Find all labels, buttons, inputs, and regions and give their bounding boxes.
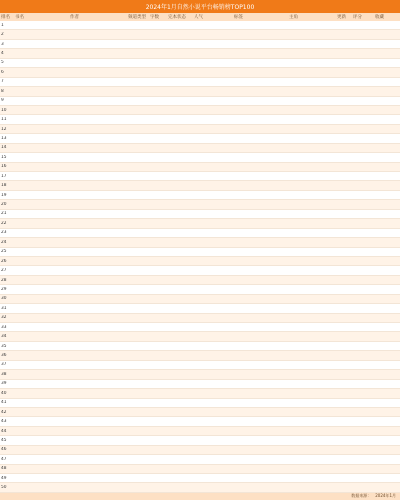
table-row (0, 30, 400, 39)
table-row (0, 351, 400, 360)
table-row (0, 40, 400, 49)
table-cell: 38 (1, 371, 7, 377)
table-cell: 30 (1, 296, 7, 302)
table-row (0, 248, 400, 257)
table-cell: 47 (1, 456, 7, 462)
table-row (0, 153, 400, 162)
table-row (0, 380, 400, 389)
table-cell: 34 (1, 334, 7, 340)
header-cell: 书名 (15, 15, 24, 20)
header-cell: 人气 (194, 15, 203, 20)
table-cell: 5 (1, 60, 4, 66)
table-cell: 7 (1, 79, 4, 85)
table-header (0, 13, 400, 21)
table-cell: 37 (1, 362, 7, 368)
table-row (0, 21, 400, 30)
table-row (0, 49, 400, 58)
table-row (0, 181, 400, 190)
table-title: 2024年1月自然小说平台畅销榜TOP100 (0, 0, 400, 13)
table-row (0, 106, 400, 115)
table-cell: 18 (1, 183, 7, 189)
header-cell: 完本状态 (168, 15, 186, 20)
table-row (0, 68, 400, 77)
table-row (0, 115, 400, 124)
table-row (0, 483, 400, 492)
header-cell: 收藏 (375, 15, 384, 20)
footer-source: 数据来源： (351, 493, 372, 499)
table-cell: 19 (1, 192, 7, 198)
header-cell: 频道类型 (128, 15, 146, 20)
table-row (0, 276, 400, 285)
table-cell: 17 (1, 173, 7, 179)
table-row (0, 78, 400, 87)
table-cell: 20 (1, 202, 7, 208)
table-cell: 44 (1, 428, 7, 434)
table-row (0, 455, 400, 464)
table-cell: 6 (1, 69, 4, 75)
table-row (0, 97, 400, 106)
table-cell: 33 (1, 324, 7, 330)
table-row (0, 323, 400, 332)
table-row (0, 172, 400, 181)
table-cell: 2 (1, 32, 4, 38)
table-row (0, 427, 400, 436)
header-cell: 字数 (150, 15, 159, 20)
footer-date: 2024年1月 (375, 493, 396, 499)
table-row (0, 200, 400, 209)
table-cell: 32 (1, 315, 7, 321)
table-row (0, 295, 400, 304)
table-row (0, 314, 400, 323)
table-row (0, 87, 400, 96)
table-row (0, 332, 400, 341)
table-cell: 4 (1, 51, 4, 57)
table-row (0, 370, 400, 379)
table-row (0, 257, 400, 266)
table-cell: 31 (1, 305, 7, 311)
table-cell: 28 (1, 277, 7, 283)
table-cell: 10 (1, 107, 7, 113)
table-row (0, 361, 400, 370)
table-cell: 23 (1, 230, 7, 236)
table-cell: 15 (1, 154, 7, 160)
table-row (0, 465, 400, 474)
table-row (0, 446, 400, 455)
table-cell: 41 (1, 400, 7, 406)
table-cell: 11 (1, 117, 7, 123)
table-cell: 46 (1, 447, 7, 453)
table-cell: 1 (1, 22, 4, 28)
table-cell: 49 (1, 475, 7, 481)
table-row (0, 285, 400, 294)
table-row (0, 389, 400, 398)
table-row (0, 342, 400, 351)
table-row (0, 59, 400, 68)
table-row (0, 163, 400, 172)
table-row (0, 125, 400, 134)
table-cell: 14 (1, 145, 7, 151)
table-row (0, 304, 400, 313)
table-row (0, 436, 400, 445)
table-cell: 9 (1, 98, 4, 104)
table-cell: 36 (1, 353, 7, 359)
table-cell: 22 (1, 220, 7, 226)
table-row (0, 399, 400, 408)
table-row (0, 417, 400, 426)
table-cell: 8 (1, 88, 4, 94)
table-row (0, 408, 400, 417)
table-cell: 45 (1, 437, 7, 443)
table-cell: 29 (1, 286, 7, 292)
table-row (0, 219, 400, 228)
table-cell: 39 (1, 381, 7, 387)
table-cell: 35 (1, 343, 7, 349)
header-cell: 主角 (289, 15, 298, 20)
header-cell: 作者 (70, 15, 79, 20)
table-row (0, 229, 400, 238)
table-cell: 25 (1, 249, 7, 255)
table-cell: 24 (1, 239, 7, 245)
table-row (0, 238, 400, 247)
table-row (0, 134, 400, 143)
table-row (0, 191, 400, 200)
table-cell: 48 (1, 466, 7, 472)
table-cell: 50 (1, 485, 7, 491)
header-cell: 标签 (234, 15, 243, 20)
table-cell: 21 (1, 211, 7, 217)
table-cell: 43 (1, 419, 7, 425)
header-cell: 更新 (337, 15, 346, 20)
table-cell: 40 (1, 390, 7, 396)
table-row (0, 210, 400, 219)
table-row (0, 474, 400, 483)
table-body (0, 21, 400, 493)
table-cell: 3 (1, 41, 4, 47)
table-cell: 27 (1, 268, 7, 274)
table-cell: 42 (1, 409, 7, 415)
table-cell: 16 (1, 164, 7, 170)
table-cell: 13 (1, 135, 7, 141)
table-row (0, 144, 400, 153)
table-cell: 26 (1, 258, 7, 264)
header-cell: 评分 (353, 15, 362, 20)
header-cell: 排名 (1, 15, 10, 20)
table-row (0, 266, 400, 275)
table-footer (0, 493, 400, 500)
table-cell: 12 (1, 126, 7, 132)
